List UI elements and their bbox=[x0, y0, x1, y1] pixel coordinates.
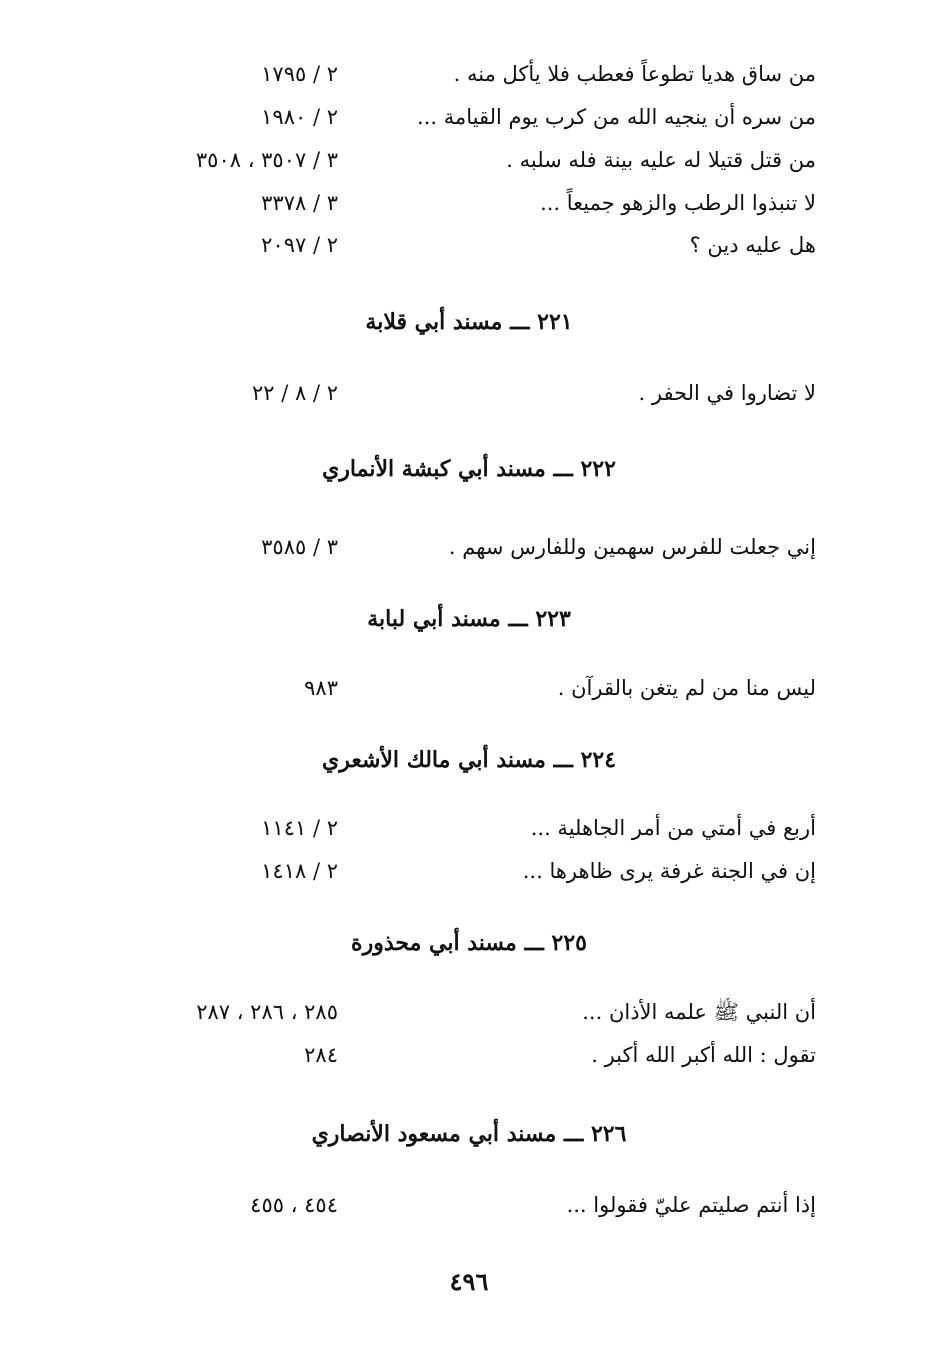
section-heading: ٢٢١ ـــ مسند أبي قلابة bbox=[365, 309, 573, 335]
entry-row bbox=[0, 183, 938, 223]
entry-reference: ٢ / ٢٠٩٧ bbox=[261, 233, 338, 257]
entry-text: لا تنبذوا الرطب والزهو جميعاً ... bbox=[540, 191, 816, 215]
section-heading: ٢٢٤ ـــ مسند أبي مالك الأشعري bbox=[321, 747, 617, 773]
entry-reference: ٢ / ١١٤١ bbox=[261, 816, 338, 840]
entry-reference: ٣ / ٣٥٠٧ ، ٣٥٠٨ bbox=[195, 148, 338, 172]
entry-row bbox=[0, 97, 938, 137]
entry-row bbox=[0, 527, 938, 567]
entry-text: أن النبي ﷺ علمه الأذان ... bbox=[582, 1000, 816, 1024]
entry-text: تقول : الله أكبر الله أكبر . bbox=[591, 1043, 816, 1067]
entry-reference: ٢ / ٨ / ٢٢ bbox=[252, 381, 338, 405]
entry-text: لا تضاروا في الحفر . bbox=[638, 381, 816, 405]
entry-reference: ٩٨٣ bbox=[304, 676, 338, 700]
page-number: ٤٩٦ bbox=[449, 1267, 489, 1296]
entry-reference: ٢ / ١٩٨٠ bbox=[261, 105, 338, 129]
section-heading: ٢٢٥ ـــ مسند أبي محذورة bbox=[351, 930, 587, 956]
entry-row bbox=[0, 992, 938, 1032]
entry-text: من ساق هديا تطوعاً فعطب فلا يأكل منه . bbox=[453, 62, 816, 86]
entry-reference: ٤٥٤ ، ٤٥٥ bbox=[250, 1193, 338, 1217]
entry-reference: ٢ / ١٧٩٥ bbox=[261, 62, 338, 86]
section-heading: ٢٢٣ ـــ مسند أبي لبابة bbox=[367, 606, 571, 632]
entry-row bbox=[0, 808, 938, 848]
entry-text: إذا أنتم صليتم عليّ فقولوا ... bbox=[566, 1193, 816, 1217]
entry-reference: ٢٨٤ bbox=[304, 1043, 338, 1067]
section-heading: ٢٢٢ ـــ مسند أبي كبشة الأنماري bbox=[322, 456, 616, 482]
entry-row bbox=[0, 1185, 938, 1225]
entry-row bbox=[0, 140, 938, 180]
entry-row bbox=[0, 851, 938, 891]
entry-reference: ٢٨٥ ، ٢٨٦ ، ٢٨٧ bbox=[196, 1000, 338, 1024]
entry-row bbox=[0, 225, 938, 265]
entry-row bbox=[0, 373, 938, 413]
entry-text: من قتل قتيلا له عليه بينة فله سلبه . bbox=[506, 148, 816, 172]
entry-text: أربع في أمتي من أمر الجاهلية ... bbox=[530, 816, 816, 840]
entry-reference: ٣ / ٣٥٨٥ bbox=[261, 535, 338, 559]
entry-reference: ٣ / ٣٣٧٨ bbox=[261, 191, 338, 215]
entry-text: ليس منا من لم يتغن بالقرآن . bbox=[557, 676, 816, 700]
entry-text: من سره أن ينجيه الله من كرب يوم القيامة ... bbox=[417, 105, 816, 129]
entry-text: هل عليه دين ؟ bbox=[689, 233, 816, 257]
entry-text: إن في الجنة غرفة يرى ظاهرها ... bbox=[522, 859, 816, 883]
entry-reference: ٢ / ١٤١٨ bbox=[261, 859, 338, 883]
section-heading: ٢٢٦ ـــ مسند أبي مسعود الأنصاري bbox=[311, 1121, 627, 1147]
entry-row bbox=[0, 668, 938, 708]
entry-row bbox=[0, 1035, 938, 1075]
entry-text: إني جعلت للفرس سهمين وللفارس سهم . bbox=[448, 535, 816, 559]
entry-row bbox=[0, 54, 938, 94]
